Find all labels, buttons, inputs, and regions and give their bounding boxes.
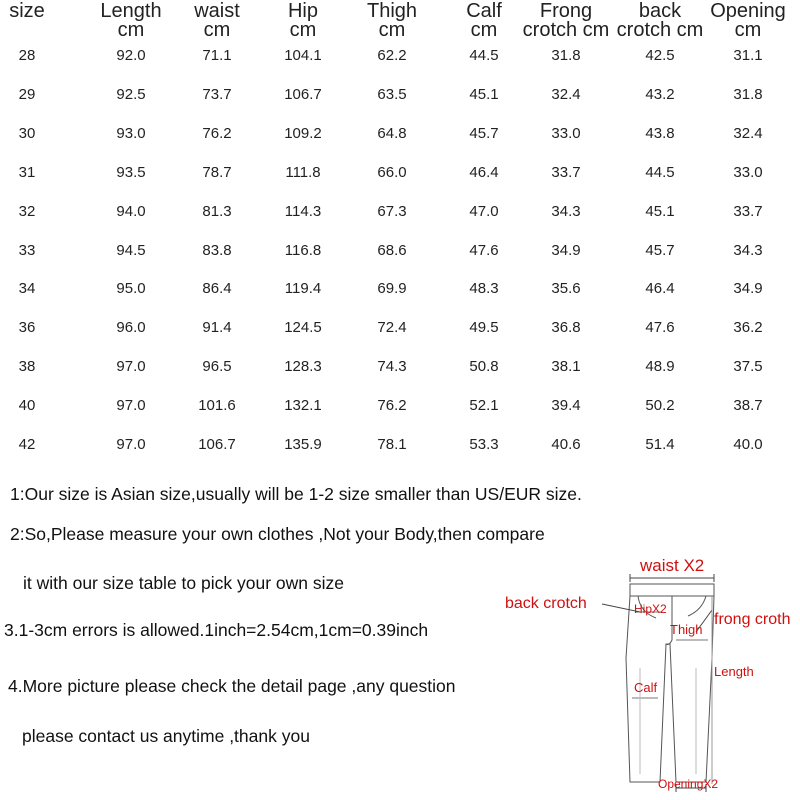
table-cell: 37.5 <box>733 358 763 376</box>
column-header-5 <box>357 2 427 40</box>
column-header-title: waist <box>194 0 240 22</box>
column-header-unit: crotch cm <box>522 19 610 41</box>
column-header-title: back <box>638 0 682 22</box>
table-cell: 76.2 <box>377 397 407 415</box>
table-cell: 92.5 <box>116 85 146 103</box>
table-cell: 48.3 <box>469 280 499 298</box>
column-header-7 <box>516 2 616 40</box>
table-cell: 40.0 <box>733 436 763 453</box>
table-cell: 128.3 <box>284 358 322 376</box>
table-cell: 53.3 <box>469 436 499 453</box>
table-cell: 71.1 <box>202 47 232 64</box>
table-cell: 38.1 <box>551 358 581 376</box>
table-cell: 29 <box>18 85 36 103</box>
opening-label: OpeningX2 <box>658 777 719 791</box>
table-cell: 30 <box>18 124 36 142</box>
table-cell: 38 <box>18 358 36 376</box>
table-cell: 46.4 <box>469 163 499 181</box>
table-cell: 106.7 <box>284 85 322 103</box>
table-cell: 42.5 <box>645 47 675 64</box>
table-cell: 33.7 <box>551 163 581 181</box>
table-cell: 31.8 <box>733 85 763 103</box>
table-cell: 68.6 <box>377 241 407 259</box>
table-cell: 104.1 <box>284 47 322 64</box>
table-cell: 97.0 <box>116 436 146 453</box>
table-cell: 38.7 <box>733 397 763 415</box>
table-cell: 31.8 <box>551 47 581 64</box>
table-cell: 51.4 <box>645 436 675 453</box>
table-cell: 35.6 <box>551 280 581 298</box>
table-cell: 33.7 <box>733 202 763 220</box>
table-cell: 34.9 <box>733 280 763 298</box>
table-cell: 96.5 <box>202 358 232 376</box>
table-cell: 32.4 <box>551 85 581 103</box>
note-2-continued: it with our size table to pick your own size <box>23 573 344 593</box>
table-cell: 33.0 <box>733 163 763 181</box>
frong-croth-label: frong croth <box>714 611 791 628</box>
table-cell: 33 <box>18 241 36 259</box>
column-header-title: Calf <box>466 0 502 22</box>
column-header-6 <box>454 2 514 40</box>
table-cell: 45.1 <box>645 202 675 220</box>
table-cell: 101.6 <box>198 397 236 415</box>
column-header-8 <box>610 2 710 40</box>
table-cell: 47.0 <box>469 202 499 220</box>
column-header-unit: crotch cm <box>616 19 704 41</box>
table-cell: 32.4 <box>733 124 763 142</box>
table-cell: 48.9 <box>645 358 675 376</box>
column-header-2 <box>86 2 176 40</box>
table-cell: 46.4 <box>645 280 675 298</box>
column-header-unit: cm <box>378 19 406 41</box>
table-cell: 135.9 <box>284 436 322 453</box>
table-cell: 94.0 <box>116 202 146 220</box>
table-cell: 42 <box>18 436 36 453</box>
table-cell: 97.0 <box>116 358 146 376</box>
column-header-unit: cm <box>117 19 145 41</box>
table-cell: 43.2 <box>645 85 675 103</box>
column-header-title: Frong <box>539 0 593 22</box>
column-header-1 <box>0 2 57 21</box>
table-cell: 44.5 <box>469 47 499 64</box>
column-header-unit: cm <box>734 19 762 41</box>
column-header-title: Opening <box>710 0 786 22</box>
back-crotch-label: back crotch <box>505 595 587 612</box>
table-cell: 36 <box>18 319 36 337</box>
table-cell: 31.1 <box>733 47 763 64</box>
column-header-title: Thigh <box>366 0 418 22</box>
table-cell: 72.4 <box>377 319 407 337</box>
table-cell: 124.5 <box>284 319 322 337</box>
table-cell: 96.0 <box>116 319 146 337</box>
table-cell: 28 <box>18 47 36 64</box>
waist-label: waist X2 <box>640 556 705 575</box>
table-cell: 34 <box>18 280 36 298</box>
table-cell: 62.2 <box>377 47 407 64</box>
column-header-title: Length <box>100 0 162 22</box>
length-label: Length <box>714 664 754 679</box>
table-cell: 106.7 <box>198 436 236 453</box>
table-cell: 93.5 <box>116 163 146 181</box>
column-header-3 <box>182 2 252 40</box>
table-cell: 44.5 <box>645 163 675 181</box>
table-cell: 34.9 <box>551 241 581 259</box>
table-cell: 34.3 <box>551 202 581 220</box>
table-cell: 111.8 <box>285 163 321 181</box>
table-cell: 74.3 <box>377 358 407 376</box>
table-cell: 52.1 <box>469 397 499 415</box>
pants-measurement-diagram <box>490 548 800 800</box>
thigh-label: Thigh <box>670 622 703 637</box>
note-2: 2:So,Please measure your own clothes ,Not your Body,then compare <box>10 524 545 544</box>
table-cell: 132.1 <box>284 397 322 415</box>
table-cell: 97.0 <box>116 397 146 415</box>
table-cell: 92.0 <box>116 47 146 64</box>
table-cell: 40.6 <box>551 436 581 453</box>
column-header-title: size <box>9 0 45 22</box>
note-4-continued: please contact us anytime ,thank you <box>22 726 310 746</box>
calf-label: Calf <box>634 680 658 695</box>
column-header-unit: cm <box>203 19 231 41</box>
table-cell: 63.5 <box>377 85 407 103</box>
table-cell: 93.0 <box>116 124 146 142</box>
column-header-unit: cm <box>470 19 498 41</box>
table-cell: 69.9 <box>377 280 407 298</box>
table-cell: 34.3 <box>733 241 763 259</box>
table-cell: 31 <box>18 163 36 181</box>
table-cell: 81.3 <box>202 202 232 220</box>
table-cell: 94.5 <box>116 241 146 259</box>
table-cell: 36.8 <box>551 319 581 337</box>
table-cell: 36.2 <box>733 319 763 337</box>
table-cell: 78.7 <box>202 163 232 181</box>
table-cell: 33.0 <box>551 124 581 142</box>
table-cell: 47.6 <box>645 319 675 337</box>
table-cell: 49.5 <box>469 319 499 337</box>
table-cell: 50.2 <box>645 397 675 415</box>
table-cell: 45.1 <box>469 85 499 103</box>
column-header-title: Hip <box>287 0 318 22</box>
table-cell: 114.3 <box>284 202 322 220</box>
table-cell: 45.7 <box>645 241 675 259</box>
table-cell: 86.4 <box>202 280 232 298</box>
note-4: 4.More picture please check the detail page ,any question <box>8 676 456 696</box>
column-header-9 <box>703 2 793 40</box>
table-cell: 116.8 <box>284 241 322 259</box>
table-cell: 91.4 <box>202 319 232 337</box>
note-1: 1:Our size is Asian size,usually will be 1-2 size smaller than US/EUR size. <box>10 484 582 504</box>
table-cell: 83.8 <box>202 241 232 259</box>
table-cell: 32 <box>18 202 36 220</box>
table-cell: 66.0 <box>377 163 407 181</box>
table-cell: 73.7 <box>202 85 232 103</box>
column-header-4 <box>273 2 333 40</box>
table-cell: 50.8 <box>469 358 499 376</box>
table-cell: 67.3 <box>377 202 407 220</box>
table-cell: 39.4 <box>551 397 581 415</box>
table-cell: 47.6 <box>469 241 499 259</box>
table-cell: 40 <box>18 397 36 415</box>
table-cell: 119.4 <box>284 280 322 298</box>
table-cell: 45.7 <box>469 124 499 142</box>
table-cell: 109.2 <box>284 124 322 142</box>
column-header-unit: cm <box>289 19 317 41</box>
table-cell: 76.2 <box>202 124 232 142</box>
table-cell: 43.8 <box>645 124 675 142</box>
note-3: 3.1-3cm errors is allowed.1inch=2.54cm,1cm=0.39inch <box>4 620 429 640</box>
table-cell: 64.8 <box>377 124 407 142</box>
table-cell: 78.1 <box>377 436 407 453</box>
table-cell: 95.0 <box>116 280 146 298</box>
hip-label: HipX2 <box>634 602 667 616</box>
